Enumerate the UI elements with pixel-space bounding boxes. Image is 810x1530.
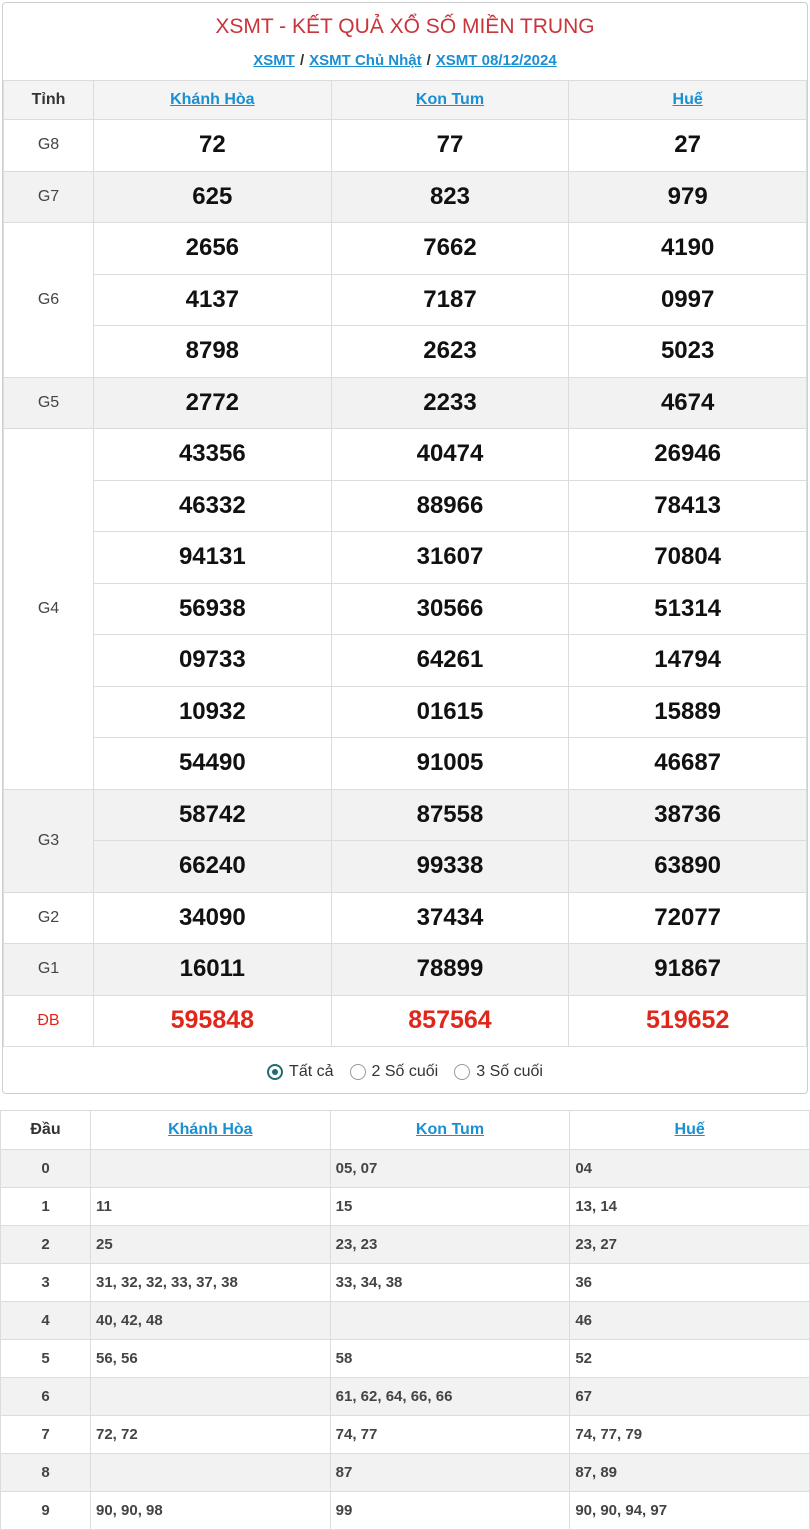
head-digit: 6 — [1, 1378, 91, 1416]
tail-numbers: 25 — [91, 1226, 331, 1264]
radio-unchecked-icon[interactable] — [350, 1064, 366, 1080]
tail-numbers — [91, 1378, 331, 1416]
prize-number: 595848 — [94, 995, 332, 1047]
province-header — [94, 81, 332, 120]
tail-numbers: 15 — [330, 1188, 570, 1226]
prize-row — [4, 326, 807, 378]
tail-numbers: 11 — [91, 1188, 331, 1226]
prize-number: 857564 — [331, 995, 569, 1047]
prize-number: 4190 — [569, 223, 807, 275]
breadcrumb-xsmt[interactable]: XSMT — [253, 52, 295, 69]
head-digit-table — [0, 1110, 810, 1530]
head-digit-row — [1, 1340, 810, 1378]
prize-row — [4, 171, 807, 223]
head-digit-column-label: Đầu — [1, 1111, 91, 1150]
tail-numbers: 40, 42, 48 — [91, 1302, 331, 1340]
tail-numbers: 90, 90, 94, 97 — [570, 1492, 810, 1530]
tail-numbers: 67 — [570, 1378, 810, 1416]
prize-row — [4, 892, 807, 944]
tail-numbers: 99 — [330, 1492, 570, 1530]
head-digit: 1 — [1, 1188, 91, 1226]
prize-row — [4, 429, 807, 481]
results-card — [2, 2, 808, 1094]
prize-row — [4, 274, 807, 326]
tail-numbers: 74, 77 — [330, 1416, 570, 1454]
prize-row — [4, 995, 807, 1047]
prize-label: G1 — [4, 944, 94, 996]
province-header — [570, 1111, 810, 1150]
tail-numbers: 05, 07 — [330, 1150, 570, 1188]
breadcrumb-separator: / — [426, 52, 431, 69]
prize-number: 63890 — [569, 841, 807, 893]
prize-row — [4, 738, 807, 790]
prize-number: 2656 — [94, 223, 332, 275]
head-digit-row — [1, 1492, 810, 1530]
prize-row — [4, 789, 807, 841]
prize-number: 88966 — [331, 480, 569, 532]
prize-number: 27 — [569, 120, 807, 172]
prize-number: 46332 — [94, 480, 332, 532]
prize-number: 625 — [94, 171, 332, 223]
head-digit: 9 — [1, 1492, 91, 1530]
province-link-hue[interactable]: Huế — [672, 91, 703, 108]
tail-numbers: 46 — [570, 1302, 810, 1340]
prize-row — [4, 841, 807, 893]
prize-label: G5 — [4, 377, 94, 429]
prize-number: 5023 — [569, 326, 807, 378]
prize-number: 30566 — [331, 583, 569, 635]
prize-number: 8798 — [94, 326, 332, 378]
prize-number: 7187 — [331, 274, 569, 326]
province-column-label: Tỉnh — [4, 81, 94, 120]
head-digit-row — [1, 1454, 810, 1492]
province-link-kon-tum[interactable]: Kon Tum — [415, 1121, 485, 1138]
prize-number: 2623 — [331, 326, 569, 378]
radio-checked-icon[interactable] — [267, 1064, 283, 1080]
head-digit: 2 — [1, 1226, 91, 1264]
tail-numbers: 04 — [570, 1150, 810, 1188]
head-digit-row — [1, 1226, 810, 1264]
filter-option[interactable] — [350, 1063, 439, 1081]
head-digit-header-row — [1, 1111, 810, 1150]
prize-number: 72077 — [569, 892, 807, 944]
prize-number: 66240 — [94, 841, 332, 893]
prize-number: 4137 — [94, 274, 332, 326]
prize-label: G4 — [4, 429, 94, 790]
tail-numbers: 90, 90, 98 — [91, 1492, 331, 1530]
prize-number: 09733 — [94, 635, 332, 687]
prize-number: 519652 — [569, 995, 807, 1047]
prize-number: 16011 — [94, 944, 332, 996]
head-digit: 8 — [1, 1454, 91, 1492]
prize-number: 4674 — [569, 377, 807, 429]
head-digit: 3 — [1, 1264, 91, 1302]
tail-numbers — [91, 1150, 331, 1188]
prize-number: 54490 — [94, 738, 332, 790]
prize-row — [4, 377, 807, 429]
province-header — [331, 81, 569, 120]
head-digit-row — [1, 1378, 810, 1416]
prize-number: 2772 — [94, 377, 332, 429]
prize-number: 46687 — [569, 738, 807, 790]
head-digit-row — [1, 1150, 810, 1188]
prize-label: G6 — [4, 223, 94, 378]
filter-option[interactable] — [267, 1063, 333, 1081]
prize-row — [4, 944, 807, 996]
prize-row — [4, 635, 807, 687]
head-digit-row — [1, 1416, 810, 1454]
digit-filter — [3, 1047, 807, 1094]
prize-number: 38736 — [569, 789, 807, 841]
prize-number: 01615 — [331, 686, 569, 738]
province-link-khanh-hoa[interactable]: Khánh Hòa — [168, 1121, 253, 1138]
page-title: XSMT - KẾT QUẢ XỔ SỐ MIỀN TRUNG — [215, 15, 595, 38]
prize-label: ĐB — [4, 995, 94, 1047]
prize-number: 94131 — [94, 532, 332, 584]
province-header — [91, 1111, 331, 1150]
tail-numbers: 61, 62, 64, 66, 66 — [330, 1378, 570, 1416]
prize-number: 0997 — [569, 274, 807, 326]
prize-number: 56938 — [94, 583, 332, 635]
prize-number: 37434 — [331, 892, 569, 944]
radio-unchecked-icon[interactable] — [454, 1064, 470, 1080]
tail-numbers: 13, 14 — [570, 1188, 810, 1226]
tail-numbers: 52 — [570, 1340, 810, 1378]
head-digit: 4 — [1, 1302, 91, 1340]
prize-number: 99338 — [331, 841, 569, 893]
prize-number: 91005 — [331, 738, 569, 790]
prize-number: 26946 — [569, 429, 807, 481]
prize-number: 7662 — [331, 223, 569, 275]
tail-numbers — [91, 1454, 331, 1492]
prize-number: 15889 — [569, 686, 807, 738]
prize-label: G3 — [4, 789, 94, 892]
breadcrumb-date[interactable]: XSMT 08/12/2024 — [435, 52, 557, 69]
prize-number: 40474 — [331, 429, 569, 481]
breadcrumb-xsmt-chu-nhat[interactable]: XSMT Chủ Nhật — [309, 52, 422, 69]
tail-numbers: 36 — [570, 1264, 810, 1302]
prize-number: 2233 — [331, 377, 569, 429]
prize-label: G8 — [4, 120, 94, 172]
prize-row — [4, 480, 807, 532]
head-digit-row — [1, 1302, 810, 1340]
tail-numbers: 33, 34, 38 — [330, 1264, 570, 1302]
prize-number: 51314 — [569, 583, 807, 635]
prize-number: 14794 — [569, 635, 807, 687]
head-digit-row — [1, 1188, 810, 1226]
prize-row — [4, 120, 807, 172]
tail-numbers: 87 — [330, 1454, 570, 1492]
filter-option-label: Tất cả — [289, 1062, 334, 1080]
prize-number: 979 — [569, 171, 807, 223]
breadcrumb-separator: / — [299, 52, 305, 69]
prize-number: 70804 — [569, 532, 807, 584]
prize-number: 78413 — [569, 480, 807, 532]
province-header — [330, 1111, 570, 1150]
prize-row — [4, 686, 807, 738]
results-table — [3, 80, 807, 1047]
prize-number: 64261 — [331, 635, 569, 687]
province-link-kon-tum[interactable]: Kon Tum — [415, 91, 485, 108]
tail-numbers: 72, 72 — [91, 1416, 331, 1454]
filter-option-label: 3 Số cuối — [476, 1062, 543, 1080]
prize-row — [4, 583, 807, 635]
tail-numbers: 23, 27 — [570, 1226, 810, 1264]
prize-number: 43356 — [94, 429, 332, 481]
prize-number: 10932 — [94, 686, 332, 738]
prize-number: 34090 — [94, 892, 332, 944]
head-digit: 7 — [1, 1416, 91, 1454]
tail-numbers: 74, 77, 79 — [570, 1416, 810, 1454]
results-header-row — [4, 81, 807, 120]
province-header — [569, 81, 807, 120]
prize-number: 31607 — [331, 532, 569, 584]
head-digit: 0 — [1, 1150, 91, 1188]
tail-numbers: 31, 32, 32, 33, 37, 38 — [91, 1264, 331, 1302]
tail-numbers: 56, 56 — [91, 1340, 331, 1378]
prize-label: G2 — [4, 892, 94, 944]
province-link-khanh-hoa[interactable]: Khánh Hòa — [170, 91, 255, 108]
prize-number: 91867 — [569, 944, 807, 996]
head-digit: 5 — [1, 1340, 91, 1378]
prize-row — [4, 223, 807, 275]
tail-numbers: 58 — [330, 1340, 570, 1378]
prize-number: 58742 — [94, 789, 332, 841]
tail-numbers — [330, 1302, 570, 1340]
prize-row — [4, 532, 807, 584]
tail-numbers: 87, 89 — [570, 1454, 810, 1492]
prize-number: 72 — [94, 120, 332, 172]
filter-option-label: 2 Số cuối — [371, 1062, 439, 1080]
tail-numbers: 23, 23 — [330, 1226, 570, 1264]
prize-number: 823 — [331, 171, 569, 223]
filter-option[interactable] — [454, 1063, 543, 1081]
prize-label: G7 — [4, 171, 94, 223]
prize-number: 77 — [331, 120, 569, 172]
breadcrumb — [3, 47, 807, 80]
province-link-hue[interactable]: Huế — [674, 1121, 705, 1138]
head-digit-row — [1, 1264, 810, 1302]
prize-number: 87558 — [331, 789, 569, 841]
prize-number: 78899 — [331, 944, 569, 996]
